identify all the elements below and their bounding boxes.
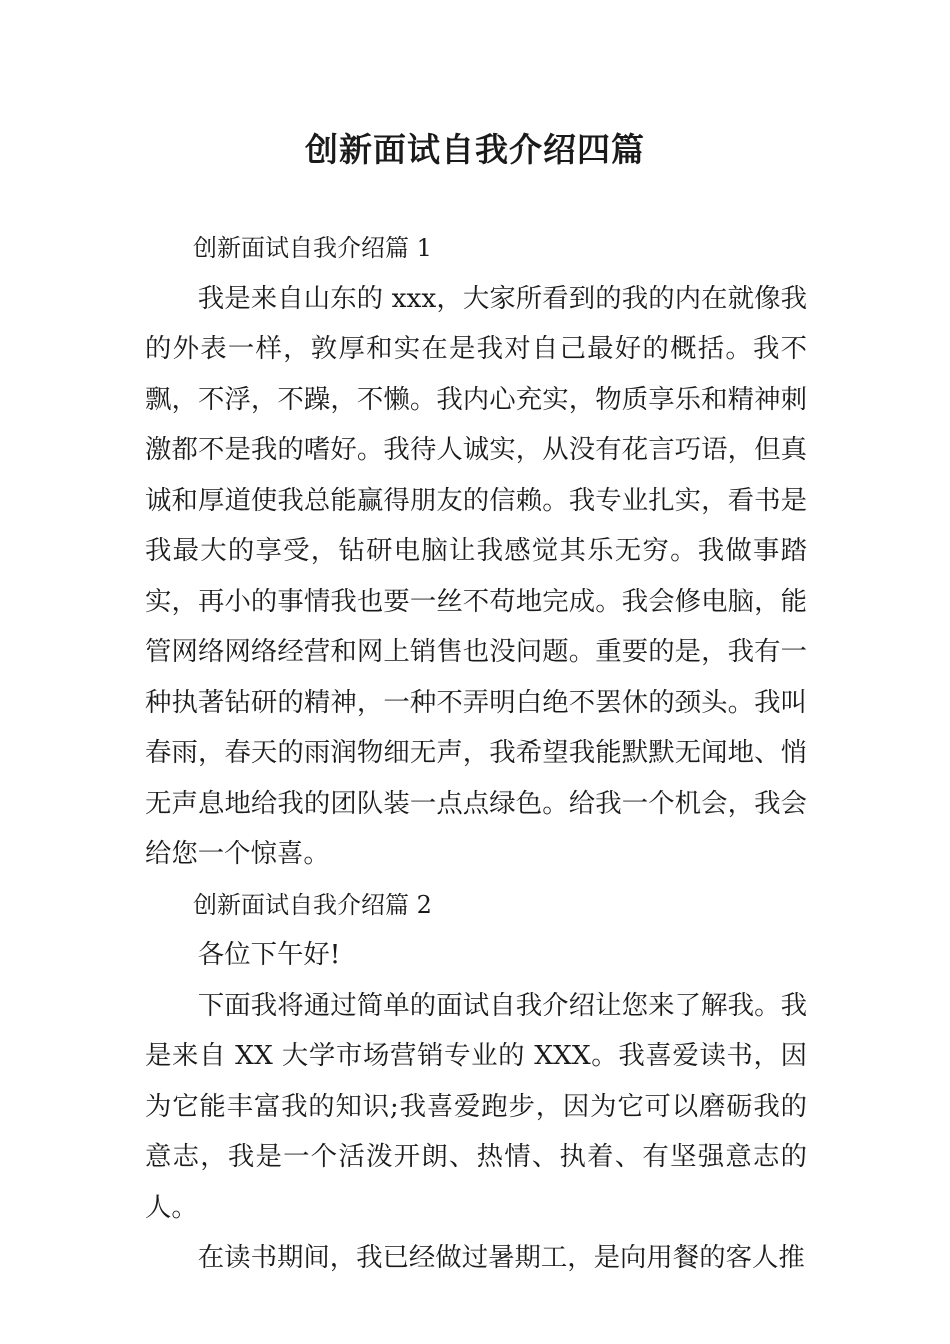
section-2-paragraph-2: 下面我将通过简单的面试自我介绍让您来了解我。我是来自 XX 大学市场营销专业的 XXX。我喜爱读书，因为它能丰富我的知识;我喜爱跑步，因为它可以磨砺我的意志，我是一个活泼开朗、热情、执着、有坚强意志的人。 — [145, 989, 807, 1223]
section-heading-1: 创新面试自我介绍篇 1 — [193, 234, 432, 262]
section-2-paragraph-3: 在读书期间，我已经做过暑期工，是向用餐的客人推 — [197, 1242, 805, 1273]
section-2-paragraph-1: 各位下午好! — [197, 939, 341, 970]
document-title: 创新面试自我介绍四篇 — [305, 130, 645, 169]
section-1-paragraph-1: 我是来自山东的 xxx，大家所看到的我的内在就像我的外表一样，敦厚和实在是我对自己最好的概括。我不飘，不浮，不躁，不懒。我内心充实，物质享乐和精神刺激都不是我的嗜好。我待人诚实，从没有花言巧语，但真诚和厚道使我总能赢得朋友的信赖。我专业扎实，看书是我最大的享受，钻研电脑让我感觉其乐无穷。我做事踏实，再小的事情我也要一丝不苟地完成。我会修电脑，能管网络网络经营和网上销售也没问题。重要的是，我有一种执著钻研的精神，一种不弄明白绝不罢休的颈头。我叫春雨，春天的雨润物细无声，我希望我能默默无闻地、悄无声息地给我的团队装一点点绿色。给我一个机会，我会给您一个惊喜。 — [145, 282, 807, 869]
document-body — [145, 223, 807, 1284]
section-heading-2: 创新面试自我介绍篇 2 — [193, 890, 432, 919]
